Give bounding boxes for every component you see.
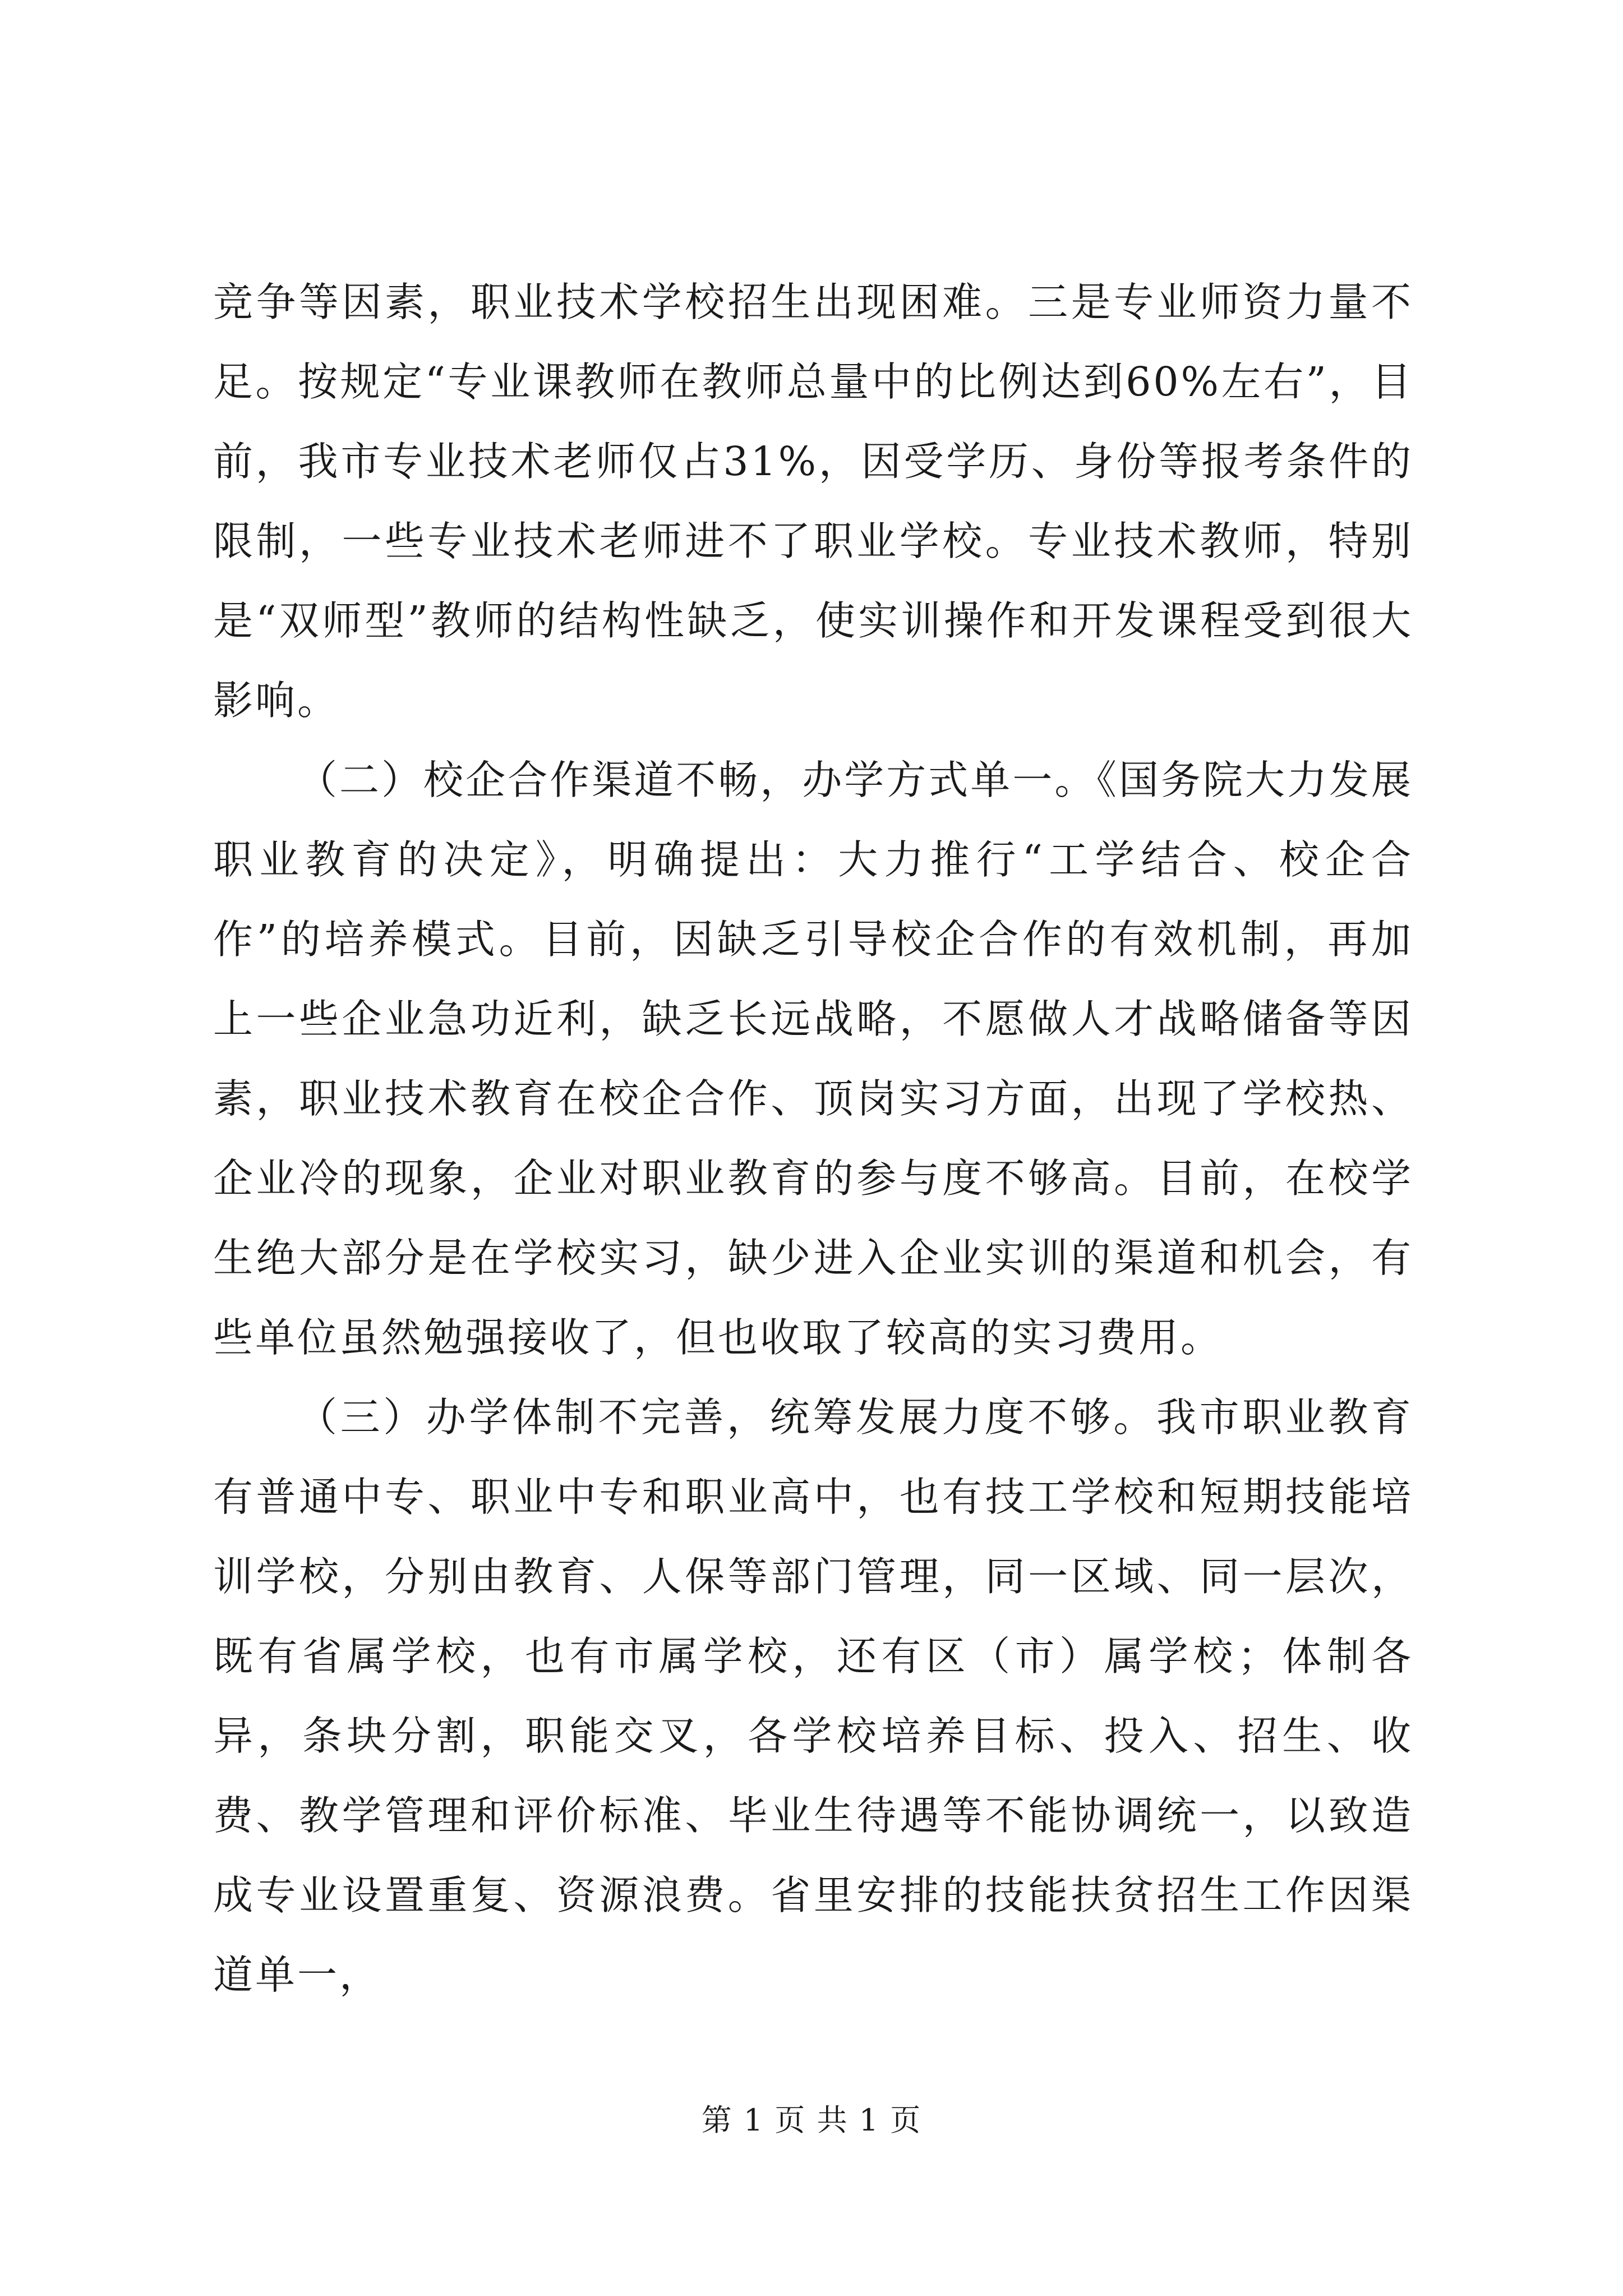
paragraph-section-two: （二）校企合作渠道不畅，办学方式单一。《国务院大力发展职业教育的决定》，明确提出：大力推行“工学结合、校企合作”的培养模式。目前，因缺乏引导校企合作的有效机制，再加上一些企业急功近利，缺乏长远战略，不愿做人才战略储备等因素，职业技术教育在校企合作、顶岗实习方面，出现了学校热、企业冷的现象，企业对职业教育的参与度不够高。目前，在校学生绝大部分是在学校实习，缺少进入企业实训的渠道和机会，有些单位虽然勉强接收了，但也收取了较高的实习费用。 — [213, 757, 1413, 1361]
paragraph-section-three: （三）办学体制不完善，统筹发展力度不够。我市职业教育有普通中专、职业中专和职业高中，也有技工学校和短期技能培训学校，分别由教育、人保等部门管理，同一区域、同一层次，既有省属学校，也有市属学校，还有区（市）属学校；体制各异，条块分割，职能交叉，各学校培养目标、投入、招生、收费、教学管理和评价标准、毕业生待遇等不能协调统一，以致造成专业设置重复、资源浪费。省里安排的技能扶贫招生工作因渠道单一， — [213, 1394, 1413, 1998]
document-body — [213, 263, 1413, 2015]
paragraph-continuation: 竞争等因素，职业技术学校招生出现困难。三是专业师资力量不足。按规定“专业课教师在教师总量中的比例达到60%左右”，目前，我市专业技术老师仅占31%，因受学历、身份等报考条件的限制，一些专业技术老师进不了职业学校。专业技术教师，特别是“双师型”教师的结构性缺乏，使实训操作和开发课程受到很大影响。 — [213, 279, 1413, 724]
page-footer: 第 1 页 共 1 页 — [701, 2102, 922, 2138]
